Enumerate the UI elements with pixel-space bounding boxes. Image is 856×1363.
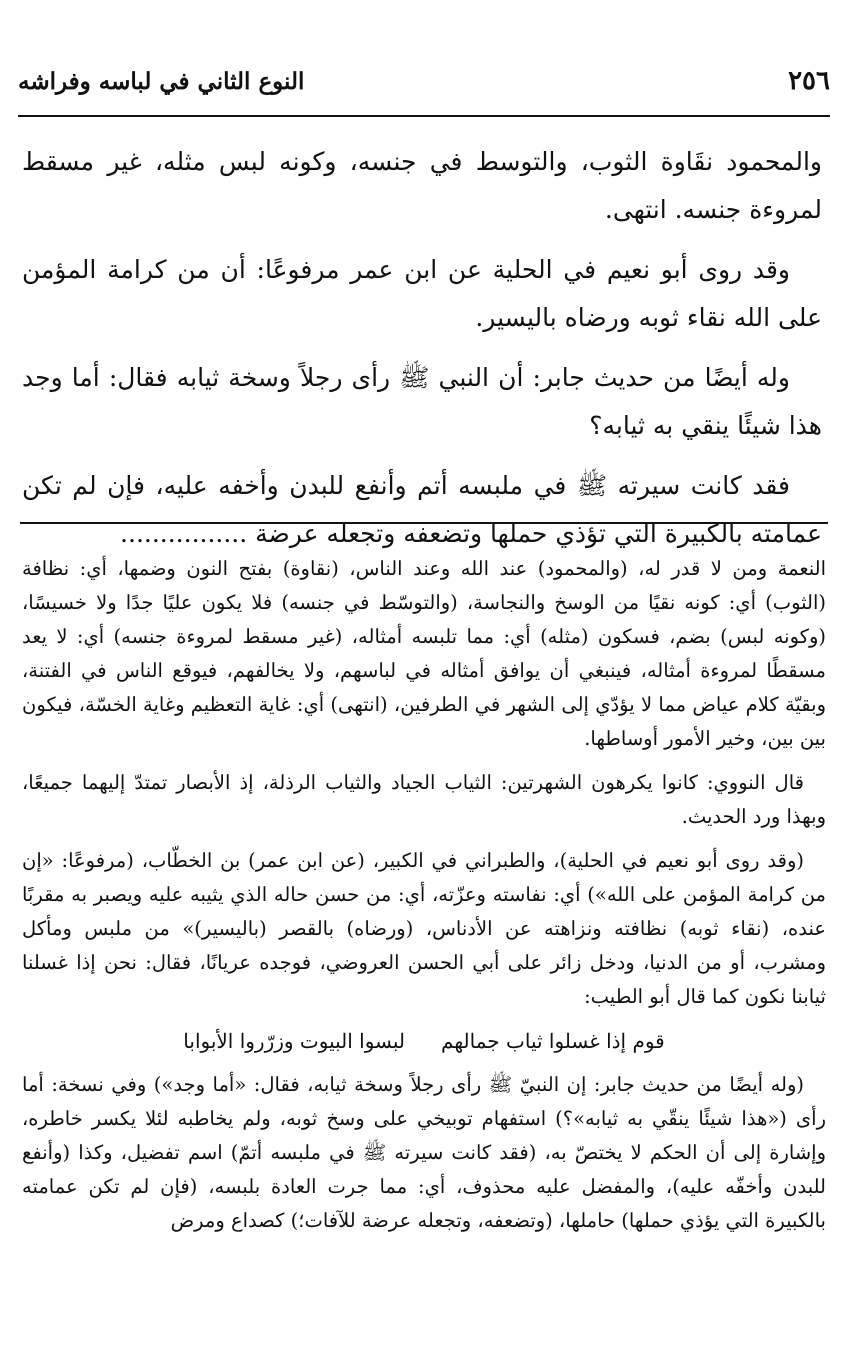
main-text-paragraph-4: فقد كانت سيرته ﷺ في ملبسه أتم وأنفع للبدن وأخفه عليه، فإن لم تكن عمامته بالكبيرة التي تؤذي حملها وتضعفه وتجعله عرضة ................ bbox=[22, 471, 822, 548]
main-text bbox=[22, 138, 822, 570]
commentary-separator bbox=[20, 522, 828, 524]
header-rule bbox=[18, 115, 830, 117]
main-text-paragraph-3: وله أيضًا من حديث جابر: أن النبي ﷺ رأى رجلاً وسخة ثيابه فقال: أما وجد هذا شيئًا ينقي به ثيابه؟ bbox=[22, 363, 822, 440]
commentary-text bbox=[22, 552, 826, 1248]
main-text-paragraph-1: والمحمود نقَاوة الثوب، والتوسط في جنسه، وكونه لبس مثله، غير مسقط لمروءة جنسه. انتهى. bbox=[22, 147, 822, 224]
poem-verse bbox=[22, 1024, 826, 1058]
commentary-paragraph-2: قال النووي: كانوا يكرهون الشهرتين: الثياب الجياد والثياب الرذلة، إذ الأبصار تمتدّ إليهما جميعًا، وبهذا ورد الحديث. bbox=[22, 771, 826, 828]
running-title: النوع الثاني في لباسه وفراشه bbox=[18, 68, 305, 95]
commentary-paragraph-3: (وقد روى أبو نعيم في الحلية)، والطبراني في الكبير، (عن ابن عمر) بن الخطّاب، (مرفوعًا: «إن من كرامة المؤمن على الله») أي: نفاسته وعزّته، أي: من حسن حاله الذي يثيبه عليه ويصبر به مقربًا عنده، (نقاء ثوبه) نظافته ونزاهته عن الأدناس، (ورضاه) بالقصر (باليسير)» من ملبس ومأكل ومشرب، أو من الدنيا، ودخل زائر على أبي الحسن العروضي، فوجده عريانًا، فقال: نحن إذا غسلنا ثيابنا نكون كما قال أبو الطيب: bbox=[22, 849, 826, 1008]
page-header bbox=[18, 58, 830, 118]
poem-hemistich-1: قوم إذا غسلوا ثياب جمالهم bbox=[441, 1029, 665, 1053]
poem-hemistich-2: لبسوا البيوت وزرّروا الأبوابا bbox=[183, 1029, 406, 1053]
commentary-paragraph-1: النعمة ومن لا قدر له، (والمحمود) عند الله وعند الناس، (نقاوة) بفتح النون وضمها، أي: نظافة (الثوب) أي: كونه نقيًا من الوسخ والنجاسة، (والتوسّط في جنسه) فلا يكون عليًا جدًا ولا خسيسًا، (وكونه لبس) بضم، فسكون (مثله) أي: مما تلبسه أمثاله، (غير مسقط لمروءة جنسه) أي: لا يعد مسقطًا لمروءة أمثاله، فينبغي أن يوافق أمثاله في لباسهم، ولا يخالفهم، فيوقع الناس في الفتنة، وبقيّة كلام عياض مما لا يؤدّي إلى الشهر في الطرفين، (انتهى) أي: غاية التعظيم وغاية الخسّة، فيكون بين بين، وخير الأمور أوساطها. bbox=[22, 557, 826, 750]
main-text-paragraph-2: وقد روى أبو نعيم في الحلية عن ابن عمر مرفوعًا: أن من كرامة المؤمن على الله نقاء ثوبه ورضاه باليسير. bbox=[22, 255, 822, 332]
page-number: ٢٥٦ bbox=[788, 66, 830, 96]
commentary-paragraph-4: (وله أيضًا من حديث جابر: إن النبيّ ﷺ رأى رجلاً وسخة ثيابه، فقال: «أما وجد») وفي نسخة: أما رأى («هذا شيئًا ينقّي به ثيابه»؟) استفهام توبيخي على وسخ ثوبه، ولم يخاطبه لئلا يكسر خاطره، وإشارة إلى أن الحكم لا يختصّ به، (فقد كانت سيرته ﷺ في ملبسه أتمّ) اسم تفضيل، وكذا (وأنفع للبدن وأخفّه عليه)، والمفضل عليه محذوف، أي: مما جرت العادة بلبسه، (فإن لم تكن عمامته بالكبيرة التي يؤذي حملها) حاملها، (وتضعفه، وتجعله عرضة للآفات؛) كصداع ومرض bbox=[22, 1073, 826, 1232]
